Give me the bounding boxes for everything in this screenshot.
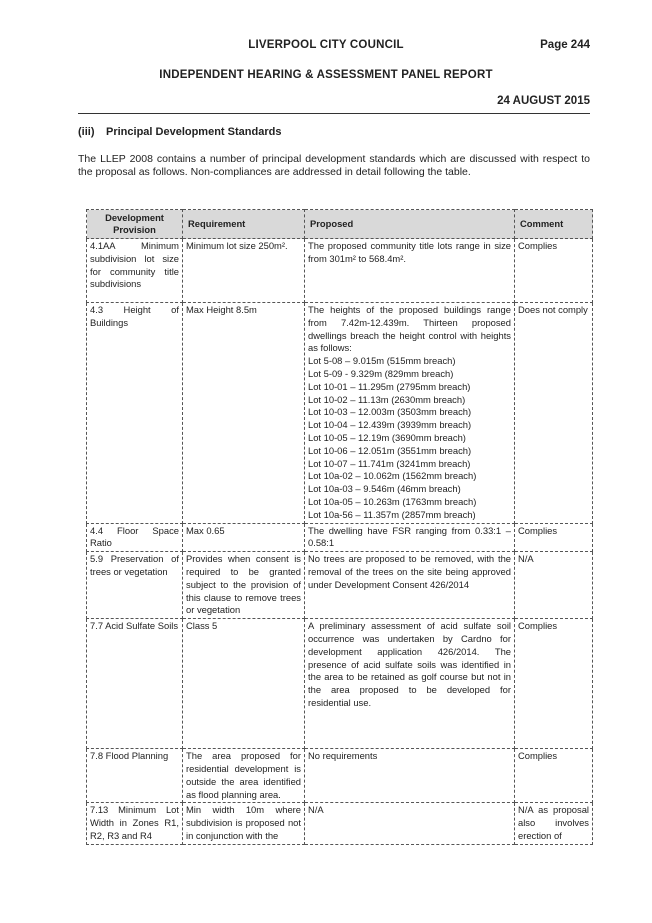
provision-cell: 5.9 Preservation of trees or vegetation <box>87 552 183 619</box>
comment-cell: Complies <box>515 239 593 303</box>
proposed-cell: The dwelling have FSR ranging from 0.33:1 – 0.58:1 <box>305 523 515 552</box>
requirement-cell: Minimum lot size 250m². <box>183 239 305 303</box>
header-provision: Development Provision <box>87 210 183 239</box>
table-row <box>87 749 593 803</box>
table-row <box>87 523 593 552</box>
report-date: 24 AUGUST 2015 <box>497 95 590 107</box>
provision-cell: 4.4 Floor Space Ratio <box>87 523 183 552</box>
comment-cell: Complies <box>515 749 593 803</box>
list-item: Lot 10-05 – 12.19m (3690mm breach) <box>308 431 466 443</box>
provision-cell: 7.8 Flood Planning <box>87 749 183 803</box>
proposed-cell: No trees are proposed to be removed, with the removal of the trees on the site being approved under Development Consent 426/2014 <box>305 552 515 619</box>
intro-paragraph: The LLEP 2008 contains a number of principal development standards which are discussed with respect to the proposal as follows. Non-compliances are addressed in detail following the table. <box>78 153 590 178</box>
provision-cell: 7.13 Minimum Lot Width in Zones R1, R2, R3 and R4 <box>87 803 183 844</box>
proposed-cell: No requirements <box>305 749 515 803</box>
height-breach-list <box>308 355 511 521</box>
requirement-cell: Max 0.65 <box>183 523 305 552</box>
provision-cell: 4.1AA Minimum subdivision lot size for community title subdivisions <box>87 239 183 303</box>
table-header-row <box>87 210 593 239</box>
proposed-cell: A preliminary assessment of acid sulfate soil occurrence was undertaken by Cardno for development application 426/2014. The presence of acid sulfate soils was identified in the area to be retained as golf course but not in the area proposed to be developed for residential use. <box>305 619 515 749</box>
proposed-cell <box>305 303 515 524</box>
list-item: Lot 10-01 – 11.295m (2795mm breach) <box>308 380 471 392</box>
provision-cell: 7.7 Acid Sulfate Soils <box>87 619 183 749</box>
requirement-cell: Provides when consent is required to be granted subject to the provision of this clause to remove trees or vegetation <box>183 552 305 619</box>
header-requirement: Requirement <box>183 210 305 239</box>
table-row <box>87 619 593 749</box>
requirement-cell: Class 5 <box>183 619 305 749</box>
comment-cell: Complies <box>515 619 593 749</box>
table-row <box>87 803 593 844</box>
report-title: INDEPENDENT HEARING & ASSESSMENT PANEL REPORT <box>159 69 493 81</box>
list-item: Lot 10-03 – 12.003m (3503mm breach) <box>308 406 472 418</box>
list-item: Lot 10-07 – 11.741m (3241mm breach) <box>308 457 471 469</box>
provision-cell: 4.3 Height of Buildings <box>87 303 183 524</box>
council-name: LIVERPOOL CITY COUNCIL <box>248 39 404 51</box>
requirement-cell: Max Height 8.5m <box>183 303 305 524</box>
comment-cell: N/A as proposal also involves erection of <box>515 803 593 844</box>
comment-cell: Complies <box>515 523 593 552</box>
list-item: Lot 10-06 – 12.051m (3551mm breach) <box>308 444 472 456</box>
proposed-cell: The proposed community title lots range in size from 301m² to 568.4m². <box>305 239 515 303</box>
section-number: (iii) <box>78 126 95 138</box>
table-row <box>87 303 593 524</box>
table-row <box>87 239 593 303</box>
requirement-cell: The area proposed for residential development is outside the area identified as flood planning area. <box>183 749 305 803</box>
section-heading <box>78 126 281 138</box>
proposed-intro: The heights of the proposed buildings range from 7.42m-12.439m. Thirteen proposed dwellings breach the height control with heights as follows: <box>308 304 511 354</box>
list-item: Lot 5-08 – 9.015m (515mm breach) <box>308 355 456 367</box>
list-item: Lot 10-02 – 11.13m (2630mm breach) <box>308 393 466 405</box>
comment-cell: Does not comply <box>515 303 593 524</box>
header-comment: Comment <box>515 210 593 239</box>
list-item: Lot 10a-56 – 11.357m (2857mm breach) <box>308 508 476 520</box>
comment-cell: N/A <box>515 552 593 619</box>
header-proposed: Proposed <box>305 210 515 239</box>
header-divider <box>78 113 590 114</box>
list-item: Lot 10a-03 – 9.546m (46mm breach) <box>308 483 461 495</box>
requirement-cell: Min width 10m where subdivision is proposed not in conjunction with the <box>183 803 305 844</box>
section-title: Principal Development Standards <box>106 126 282 138</box>
proposed-cell: N/A <box>305 803 515 844</box>
list-item: Lot 10a-02 – 10.062m (1562mm breach) <box>308 470 477 482</box>
list-item: Lot 10-04 – 12.439m (3939mm breach) <box>308 419 472 431</box>
table-row <box>87 552 593 619</box>
list-item: Lot 5-09 - 9.329m (829mm breach) <box>308 367 454 379</box>
standards-table <box>86 209 593 845</box>
list-item: Lot 10a-05 – 10.263m (1763mm breach) <box>308 495 477 507</box>
page-number: Page 244 <box>540 39 590 51</box>
